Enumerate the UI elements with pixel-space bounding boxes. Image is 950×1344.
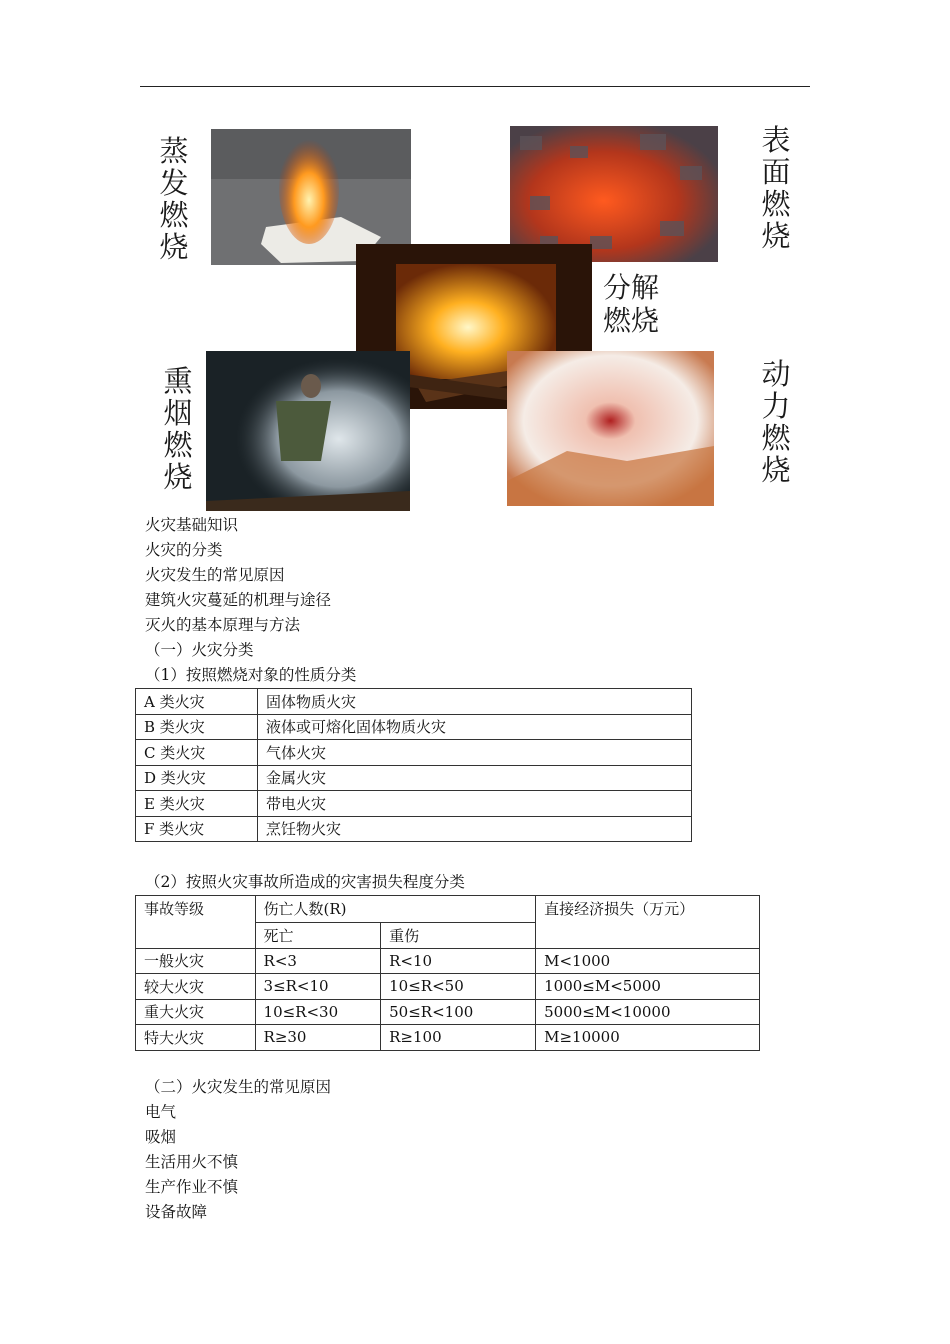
sub-heading: （1）按照燃烧对象的性质分类 [145,666,357,684]
table-row: B 类火灾 液体或可熔化固体物质火灾 [136,714,692,740]
label-decomposition: 分解燃烧 [603,271,660,337]
smoldering-photo [206,351,410,511]
header-level: 事故等级 [136,896,256,949]
header-casualty: 伤亡人数(R) [255,896,536,923]
label-evaporation: 蒸发燃烧 [159,134,189,264]
surface-photo [510,126,718,262]
toc-item: 建筑火灾蔓延的机理与途径 [145,591,332,609]
section-heading: （二）火灾发生的常见原因 [145,1078,332,1096]
table-header-row [136,896,760,923]
section-heading: （一）火灾分类 [145,641,254,659]
table-row: A 类火灾 固体物质火灾 [136,689,692,715]
header-death: 死亡 [255,923,381,949]
label-dynamic: 动力燃烧 [761,357,791,487]
table-row: C 类火灾 气体火灾 [136,740,692,766]
header-injury: 重伤 [381,923,536,949]
toc-item: 灭火的基本原理与方法 [145,616,301,634]
table-row: 重大火灾 10≤R<30 50≤R<100 5000≤M<10000 [136,999,760,1025]
table-row: 一般火灾 R<3 R<10 M<1000 [136,948,760,974]
list-item: 生活用火不慎 [145,1153,239,1171]
label-smoldering: 熏烟燃烧 [163,364,193,494]
list-item: 电气 [145,1103,177,1121]
list-item: 生产作业不慎 [145,1178,239,1196]
label-surface: 表面燃烧 [761,123,791,253]
table-row: 较大火灾 3≤R<10 10≤R<50 1000≤M<5000 [136,974,760,1000]
list-item: 设备故障 [145,1203,208,1221]
toc-item: 火灾发生的常见原因 [145,566,285,584]
table-row: 特大火灾 R≥30 R≥100 M≥10000 [136,1025,760,1051]
table-row: D 类火灾 金属火灾 [136,765,692,791]
dynamic-photo [507,351,714,506]
table-row: E 类火灾 带电火灾 [136,791,692,817]
sub-heading: （2）按照火灾事故所造成的灾害损失程度分类 [145,873,465,891]
header-rule [140,86,810,87]
header-loss: 直接经济损失（万元） [536,896,760,949]
table-row: F 类火灾 烹饪物火灾 [136,816,692,842]
toc-item: 火灾基础知识 [145,516,239,534]
fire-severity-table [135,895,760,1051]
fire-class-table [135,688,692,842]
toc-item: 火灾的分类 [145,541,223,559]
list-item: 吸烟 [145,1128,177,1146]
